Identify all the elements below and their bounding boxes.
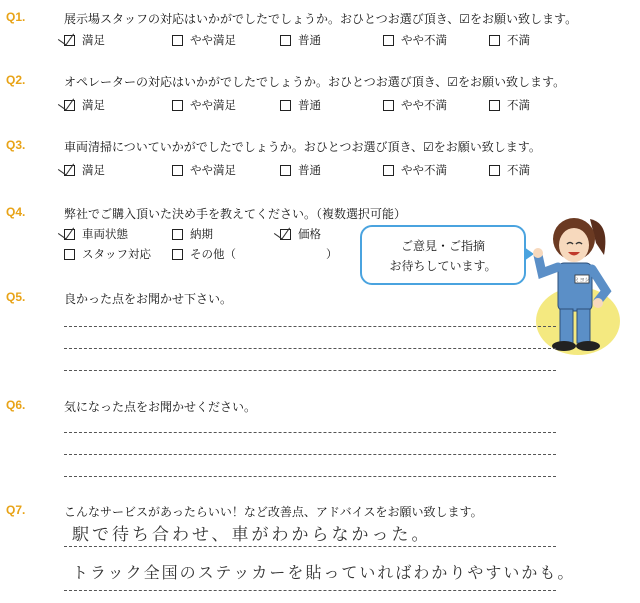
q6-answer-line-2[interactable]	[64, 454, 556, 455]
checkbox[interactable]	[489, 35, 500, 46]
q7-text: こんなサービスがあったらいい！など改善点、アドバイスをお願い致します。	[64, 505, 483, 519]
q3-text: 車両清掃についていかがでしたでしょうか。おひとつお選び頂き、☑をお願い致します。	[64, 140, 541, 154]
checkbox[interactable]	[489, 165, 500, 176]
checkbox[interactable]	[280, 35, 291, 46]
q5-answer-line-2[interactable]	[64, 348, 556, 349]
checkbox[interactable]	[172, 165, 183, 176]
q4-option-other[interactable]: その他（ ）	[172, 246, 338, 262]
q5-text: 良かった点をお聞かせ下さい。	[64, 292, 233, 306]
checkbox[interactable]	[64, 229, 75, 240]
checkbox[interactable]	[172, 229, 183, 240]
q3-option-1[interactable]: 満足	[64, 162, 105, 178]
q6-number: Q6.	[6, 398, 26, 412]
q3-option-4[interactable]: やや不満	[383, 162, 447, 178]
q4-text: 弊社でご購入頂いた決め手を教えてください。（複数選択可能）	[64, 207, 407, 221]
bubble-line-1: ご意見・ご指摘	[400, 239, 485, 253]
q1-option-2[interactable]: やや満足	[172, 32, 236, 48]
q2-text: オペレーターの対応はいかがでしたでしょうか。おひとつお選び頂き、☑をお願い致します。	[64, 75, 566, 89]
q1-option-3[interactable]: 普通	[280, 32, 321, 48]
q5-answer-line-3[interactable]	[64, 370, 556, 371]
q5-answer-line-1[interactable]	[64, 326, 556, 327]
checkbox[interactable]	[172, 100, 183, 111]
mascot-badge: ミヨシ	[574, 277, 590, 284]
q6-answer-line-1[interactable]	[64, 432, 556, 433]
q7-handwritten-line-2: トラック全国のステッカーを貼っていればわかりやすいかも。	[72, 563, 576, 582]
q3-number: Q3.	[6, 138, 26, 152]
q2-option-2[interactable]: やや満足	[172, 97, 236, 113]
q4-option-vehicle[interactable]: 車両状態	[64, 226, 128, 242]
q2-option-4[interactable]: やや不満	[383, 97, 447, 113]
q4-option-staff[interactable]: スタッフ対応	[64, 246, 151, 262]
comment-bubble	[360, 225, 526, 285]
q7-answer-line-2[interactable]	[64, 590, 556, 591]
q6-text: 気になった点をお聞かせください。	[64, 400, 257, 414]
q7-answer-line-1[interactable]	[64, 546, 556, 547]
q4-option-delivery[interactable]: 納期	[172, 226, 213, 242]
q3-option-3[interactable]: 普通	[280, 162, 321, 178]
q2-number: Q2.	[6, 73, 26, 87]
q2-option-3[interactable]: 普通	[280, 97, 321, 113]
q1-option-1[interactable]: 満足	[64, 32, 105, 48]
checkbox[interactable]	[489, 100, 500, 111]
q2-option-1[interactable]: 満足	[64, 97, 105, 113]
q3-option-5[interactable]: 不満	[489, 162, 530, 178]
checkbox[interactable]	[280, 100, 291, 111]
q5-number: Q5.	[6, 290, 26, 304]
checkbox[interactable]	[383, 35, 394, 46]
mascot-illustration	[528, 203, 628, 358]
checkbox[interactable]	[64, 165, 75, 176]
q4-number: Q4.	[6, 205, 26, 219]
checkbox[interactable]	[64, 249, 75, 260]
q7-handwritten-line-1: 駅で待ち合わせ、車がわからなかった。	[72, 525, 432, 545]
checkbox[interactable]	[383, 165, 394, 176]
q2-option-5[interactable]: 不満	[489, 97, 530, 113]
checkbox[interactable]	[280, 165, 291, 176]
checkbox[interactable]	[172, 35, 183, 46]
checkbox[interactable]	[383, 100, 394, 111]
q1-option-4[interactable]: やや不満	[383, 32, 447, 48]
checkbox[interactable]	[280, 229, 291, 240]
q6-answer-line-3[interactable]	[64, 476, 556, 477]
checkbox[interactable]	[64, 100, 75, 111]
bubble-line-2: お待ちしています。	[389, 259, 497, 273]
q1-number: Q1.	[6, 10, 26, 24]
q1-text: 展示場スタッフの対応はいかがでしたでしょうか。おひとつお選び頂き、☑をお願い致します。	[64, 12, 578, 26]
checkbox[interactable]	[64, 35, 75, 46]
q7-number: Q7.	[6, 503, 26, 517]
q4-option-price[interactable]: 価格	[280, 226, 321, 242]
q3-option-2[interactable]: やや満足	[172, 162, 236, 178]
q1-option-5[interactable]: 不満	[489, 32, 530, 48]
checkbox[interactable]	[172, 249, 183, 260]
